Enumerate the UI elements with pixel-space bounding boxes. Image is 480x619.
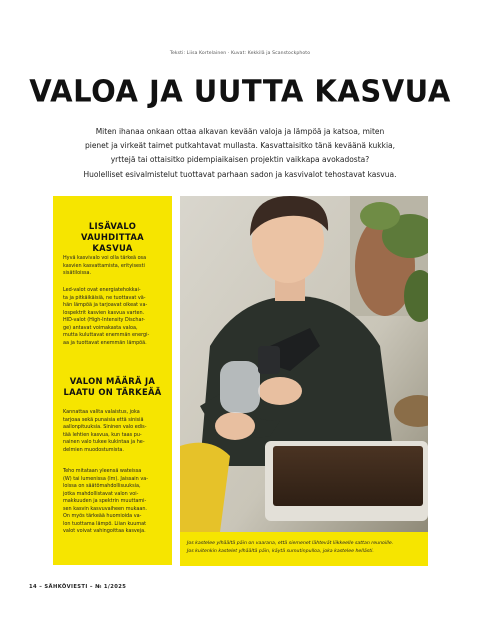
sidebar-paragraph xyxy=(63,255,162,278)
text-line: Kannattaa valita valaistus, joka xyxy=(63,409,140,415)
text-line: valot voivat vahingoittaa kasveja. xyxy=(63,528,146,535)
info-sidebar xyxy=(53,196,172,565)
text-line: nainen valo tukee kukintaa ja he- xyxy=(63,439,145,446)
caption-line: Jos kuitenkin kastelet ylhäältä päin, käytä sumutinpulloa, joka kastelee hellästi. xyxy=(187,549,374,554)
page-footer: 14 – SÄHKÖVIESTI – № 1/2025 xyxy=(29,584,127,590)
text-line: lon tuottama lämpö. Liian kuumat xyxy=(63,520,147,527)
text-line: jotka mahdollistavat valon voi- xyxy=(63,490,139,497)
lead-line: Miten ihanaa onkaan ottaa alkavan kevään valoja ja lämpöä ja katsoa, miten xyxy=(95,127,385,136)
photo-caption xyxy=(187,540,423,556)
text-line: makkuuden ja spektrin muuttami- xyxy=(63,498,147,505)
text-line: tää lehtien kasvua, kun taas pu- xyxy=(63,431,142,438)
heading-line: VAUHDITTAA KASVUA xyxy=(81,232,144,253)
text-line: lospektrit kasvien kasvua varten. xyxy=(63,309,145,316)
text-line: Led-valot ovat energiatehokkai- xyxy=(63,287,141,293)
text-line: HID-valot (High-Intensity Dischar- xyxy=(63,317,145,324)
text-line: mutta kuluttavat enemmän energi- xyxy=(63,332,150,339)
text-line: tarjoaa sekä punaisia että sinisiä xyxy=(63,416,144,423)
text-line: aa ja tuottavat enemmän lämpöä. xyxy=(63,339,147,346)
sidebar-paragraph xyxy=(63,468,162,536)
text-line: kasvien kasvattamista, erityisesti xyxy=(63,262,145,269)
text-line: sen kasvin kasvuvaiheen mukaan. xyxy=(63,505,147,512)
sidebar-paragraph xyxy=(63,409,162,454)
heading-line: VALON MÄÄRÄ JA xyxy=(69,376,156,386)
lead-paragraph xyxy=(78,125,402,182)
text-line: (W) tai lumenissa (lm). Jaissain va- xyxy=(63,475,148,482)
lead-line: yrttejä tai ottaisitko pidempiaikaisen projektin vaikkapa avokadosta? xyxy=(110,155,370,165)
article-photo xyxy=(180,196,428,532)
sidebar-heading-1 xyxy=(63,221,162,254)
text-line: aallonpituuksia. Sininen valo edis- xyxy=(63,424,147,431)
text-line: delmien muodostumista. xyxy=(63,446,124,453)
photo-illustration xyxy=(180,196,428,532)
photo-credits: Teksti: Liisa Kortelainen · Kuvat: Kekkilä ja Scanstockphoto xyxy=(169,51,311,56)
text-line: sisätiloissa. xyxy=(63,270,92,277)
text-line: On myös tärkeää huomioida va- xyxy=(63,513,142,520)
heading-line: LISÄVALO xyxy=(88,221,137,231)
photo-caption-box xyxy=(180,532,428,566)
text-line: ge) antavat voimakasta valoa, xyxy=(63,324,138,331)
sidebar-paragraph xyxy=(63,287,162,347)
text-line: Teho mitataan yleensä wateissa xyxy=(63,468,142,474)
text-line: ta ja pitkäikäisiä, ne tuottavat vä- xyxy=(63,294,146,301)
text-line: hän lämpöä ja tarjoavat oikeat va- xyxy=(63,302,148,309)
lead-line: Huolelliset esivalmistelut tuottavat parhaan sadon ja kasvivalot tehostavat kasvua. xyxy=(83,169,397,179)
text-line: loissa on säätömahdollisuuksia, xyxy=(63,483,141,490)
text-line: Hyvä kasvivalo voi olla tärkeä osa xyxy=(63,255,147,261)
sidebar-heading-2 xyxy=(63,376,162,398)
lead-line: pienet ja virkeät taimet putkahtavat mullasta. Kasvattaisitko tänä keväänä kukkia, xyxy=(84,141,396,151)
article-title: VALOA JA UUTTA KASVUA xyxy=(29,73,451,109)
heading-line: LAATU ON TÄRKEÄÄ xyxy=(63,387,162,397)
caption-line: Jos kastelee ylhäältä päin on vaarana, että siemenet lähtevät liikkeelle sattan reunoille. xyxy=(187,541,394,546)
